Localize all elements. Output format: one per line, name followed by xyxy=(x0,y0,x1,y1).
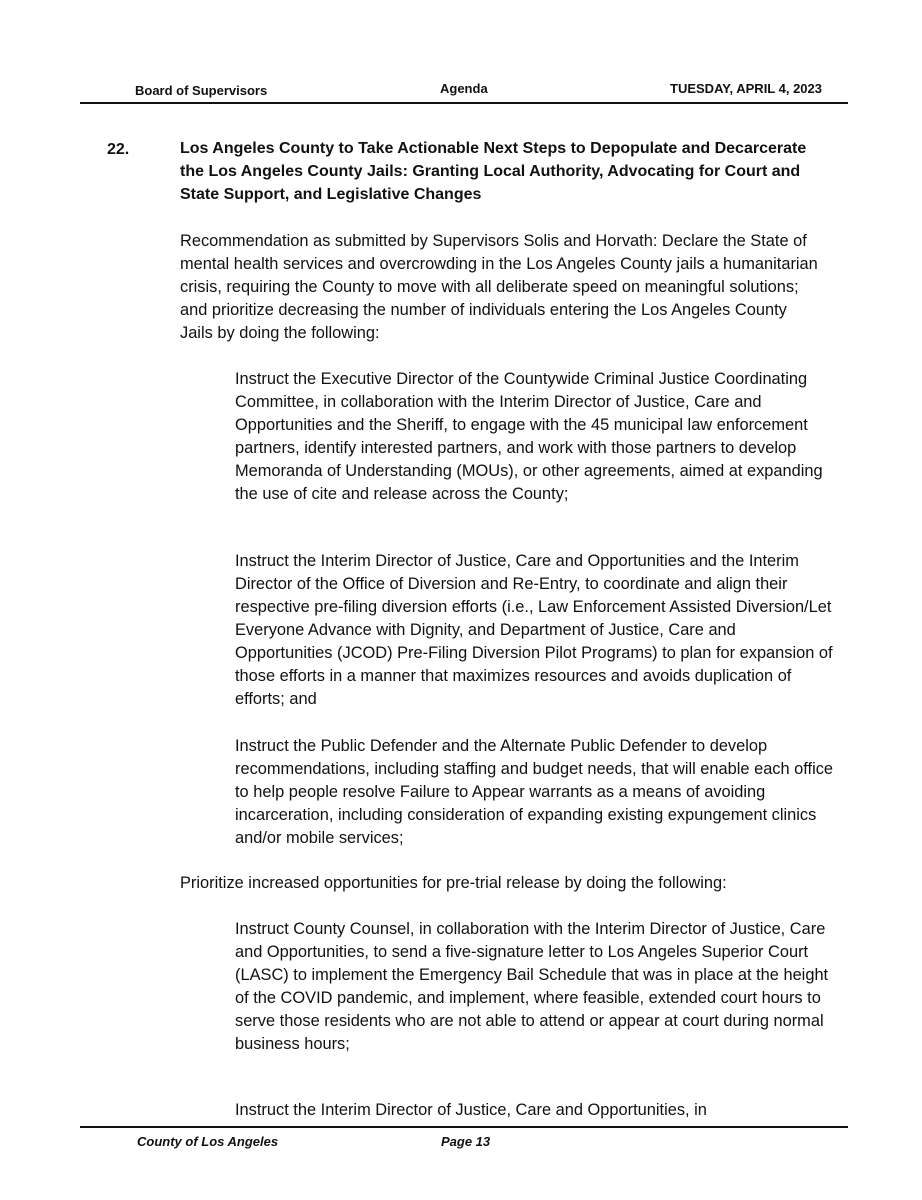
instruction-paragraph-1: Instruct the Executive Director of the Countywide Criminal Justice Coordinating Committee, in collaboration with the Interim Director of Justice, Care and Opportunities and the Sheriff, to engage with the 45 municipal law enforcement partners, identify interested partners, and work with those partners to develop Memoranda of Understanding (MOUs), or other agreements, aimed at expanding the use of cite and release across the County; xyxy=(235,370,823,503)
item-title: Los Angeles County to Take Actionable Next Steps to Depopulate and Decarcerate the Los Angeles County Jails: Granting Local Authority, Advocating for Court and State Support, and Legislative Changes xyxy=(180,140,807,203)
item-number: 22. xyxy=(107,141,130,158)
page-footer xyxy=(80,1126,848,1158)
header-date: TUESDAY, APRIL 4, 2023 xyxy=(670,81,822,96)
prioritize-paragraph: Prioritize increased opportunities for pre-trial release by doing the following: xyxy=(180,874,727,892)
footer-county: County of Los Angeles xyxy=(137,1134,279,1149)
footer-page-number: Page 13 xyxy=(441,1134,491,1149)
header-board-name: Board of Supervisors xyxy=(135,83,268,98)
header-section: Agenda xyxy=(440,81,488,96)
instruction-paragraph-2: Instruct the Interim Director of Justice, Care and Opportunities and the Interim Director of the Office of Diversion and Re-Entry, to coordinate and align their respective pre-filing diversion efforts (i.e., Law Enforcement Assisted Diversion/Let Everyone Advance with Dignity, and Department of Justice, Care and Opportunities (JCOD) Pre-Filing Diversion Pilot Programs) to plan for expansion of those efforts in a manner that maximizes resources and avoids duplication of efforts; and xyxy=(235,552,833,708)
recommendation-paragraph: Recommendation as submitted by Supervisors Solis and Horvath: Declare the State of mental health services and overcrowding in the Los Angeles County jails a humanitarian crisis, requiring the County to move with all deliberate speed on meaningful solutions; and prioritize decreasing the number of individuals entering the Los Angeles County Jails by doing the following: xyxy=(180,232,818,342)
instruction-paragraph-3: Instruct the Public Defender and the Alternate Public Defender to develop recommendations, including staffing and budget needs, that will enable each office to help people resolve Failure to Appear warrants as a means of avoiding incarceration, including consideration of expanding existing expungement clinics and/or mobile services; xyxy=(235,737,834,847)
instruction-paragraph-4: Instruct County Counsel, in collaboration with the Interim Director of Justice, Care and Opportunities, to send a five-signature letter to Los Angeles Superior Court (LASC) to implement the Emergency Bail Schedule that was in place at the height of the COVID pandemic, and implement, where feasible, extended court hours to serve those residents who are not able to attend or appear at court during normal business hours; xyxy=(235,920,829,1053)
page-header xyxy=(80,80,848,104)
instruction-paragraph-5: Instruct the Interim Director of Justice, Care and Opportunities, in xyxy=(235,1101,707,1119)
